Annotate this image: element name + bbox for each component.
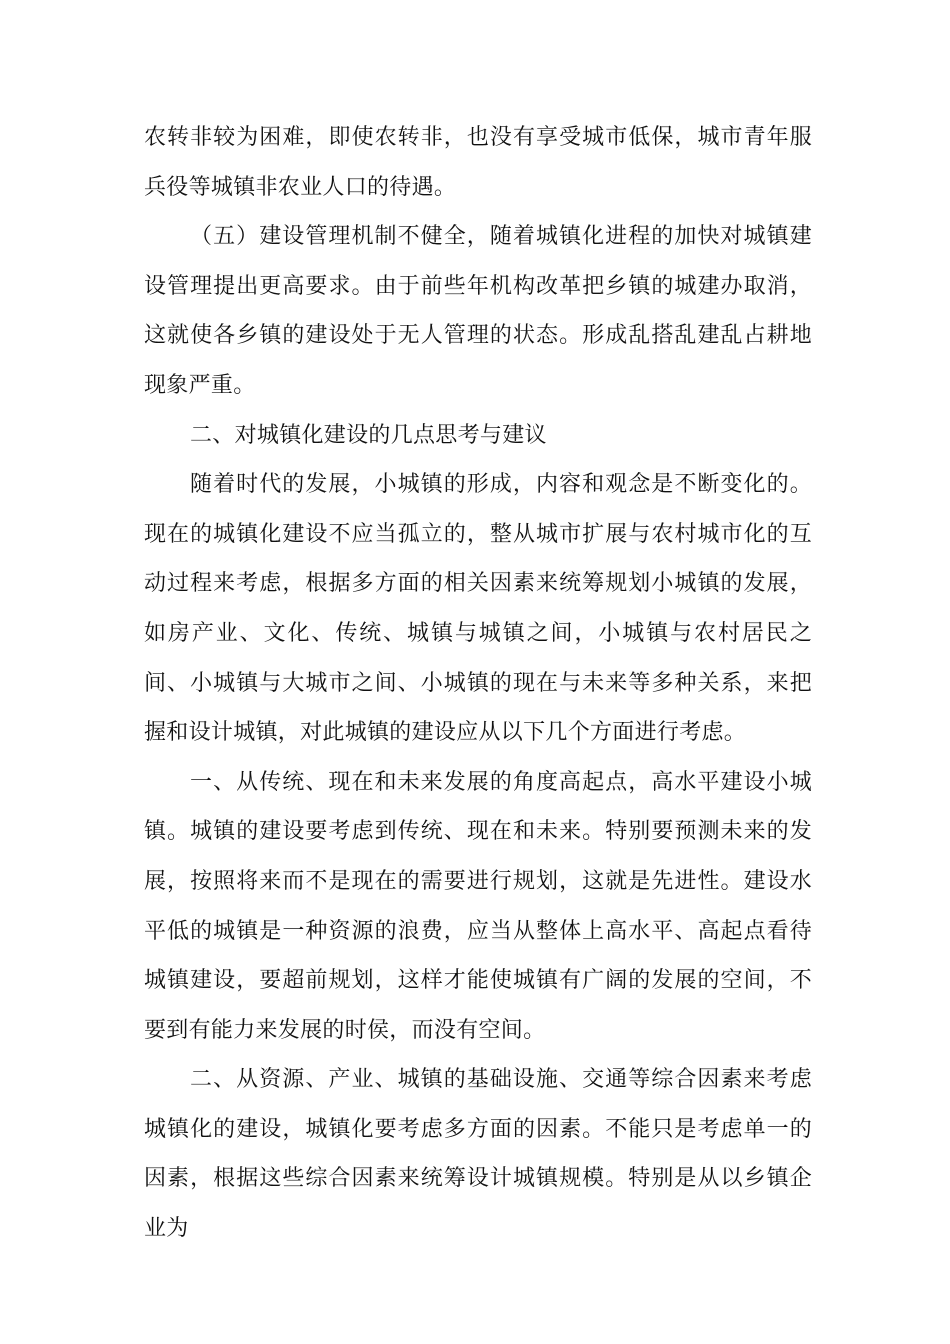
document-body — [144, 113, 812, 1254]
paragraph-section-five: （五）建设管理机制不健全，随着城镇化进程的加快对城镇建设管理提出更高要求。由于前些年机构改革把乡镇的城建办取消，这就使各乡镇的建设处于无人管理的状态。形成乱搭乱建乱占耕地现象严重。 — [144, 224, 812, 398]
paragraph-continuation: 农转非较为困难，即使农转非，也没有享受城市低保，城市青年服兵役等城镇非农业人口的待遇。 — [144, 125, 812, 200]
section-heading-two: 二、对城镇化建设的几点思考与建议 — [190, 422, 547, 448]
paragraph-intro: 随着时代的发展，小城镇的形成，内容和观念是不断变化的。现在的城镇化建设不应当孤立的，整从城市扩展与农村城市化的互动过程来考虑，根据多方面的相关因素来统筹规划小城镇的发展，如房产业、文化、传统、城镇与城镇之间，小城镇与农村居民之间、小城镇与大城市之间、小城镇的现在与未来等多种关系，来把握和设计城镇，对此城镇的建设应从以下几个方面进行考虑。 — [144, 472, 812, 746]
paragraph-point-two: 二、从资源、产业、城镇的基础设施、交通等综合因素来考虑城镇化的建设，城镇化要考虑多方面的因素。不能只是考虑单一的因素，根据这些综合因素来统筹设计城镇规模。特别是从以乡镇企业为 — [144, 1067, 812, 1242]
paragraph-point-one: 一、从传统、现在和未来发展的角度高起点，高水平建设小城镇。城镇的建设要考虑到传统、现在和未来。特别要预测未来的发展，按照将来而不是现在的需要进行规划，这就是先进性。建设水平低的城镇是一种资源的浪费，应当从整体上高水平、高起点看待城镇建设，要超前规划，这样才能使城镇有广阔的发展的空间，不要到有能力来发展的时侯，而没有空间。 — [144, 769, 812, 1043]
